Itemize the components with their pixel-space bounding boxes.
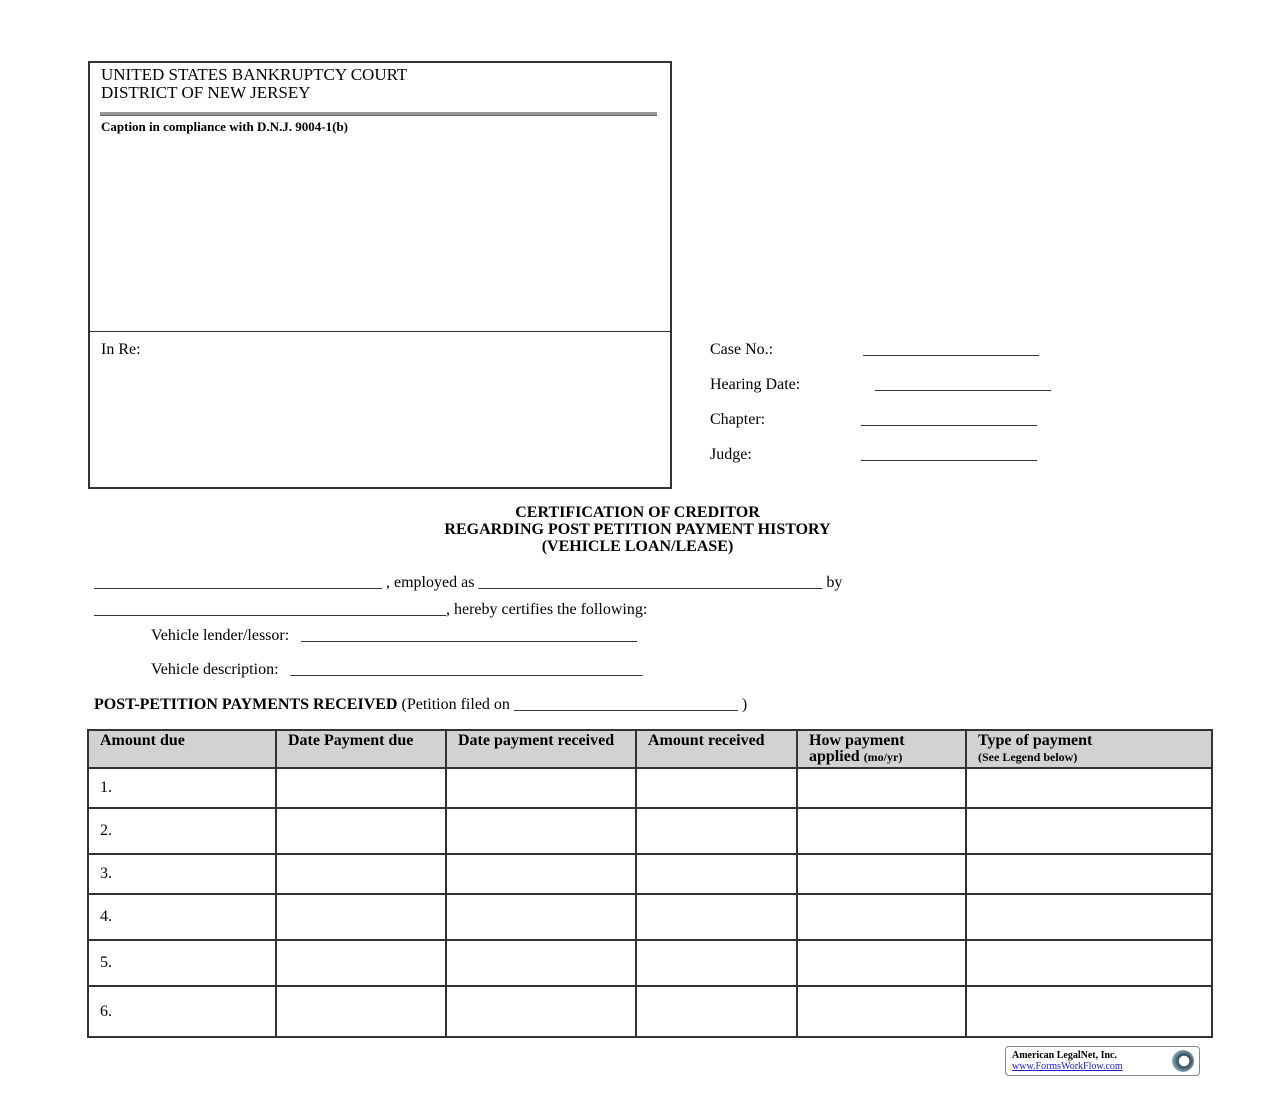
table-cell[interactable] (797, 986, 966, 1037)
table-row (88, 986, 1212, 1037)
table-cell[interactable] (797, 894, 966, 940)
title-line: CERTIFICATION OF CREDITOR (515, 504, 760, 521)
court-line-2: DISTRICT OF NEW JERSEY (101, 83, 311, 102)
table-row (88, 940, 1212, 986)
table-cell[interactable] (446, 940, 636, 986)
field-blank[interactable]: ______________________ (875, 376, 1051, 393)
logo-url[interactable]: www.FormsWorkFlow.com (1012, 1061, 1123, 1072)
col-header-sub: (mo/yr) (863, 750, 903, 764)
certifier-line[interactable]: ____________________________________ , employed as ___________________________________________ by (94, 574, 843, 591)
table-row (88, 854, 1212, 894)
table-cell[interactable] (446, 986, 636, 1037)
col-header (446, 730, 636, 768)
col-header-label: How payment applied (809, 732, 905, 765)
table-row (88, 768, 1212, 808)
title-line: REGARDING POST PETITION PAYMENT HISTORY (444, 521, 831, 538)
col-header-label: Date Payment due (288, 732, 414, 749)
col-header-label: Type of payment (978, 732, 1093, 749)
in-re-label: In Re: (101, 341, 141, 358)
vehicle-lender-line[interactable]: Vehicle lender/lessor: __________________________________________ (151, 627, 638, 644)
compliance-note: Caption in compliance with D.N.J. 9004-1(b) (101, 119, 349, 134)
col-header-label: Date payment received (458, 732, 615, 749)
row-number-cell[interactable]: 6. (88, 986, 276, 1037)
field-blank[interactable]: ______________________ (861, 446, 1037, 463)
col-header (276, 730, 446, 768)
row-number-cell[interactable]: 2. (88, 808, 276, 854)
table-cell[interactable] (636, 940, 797, 986)
col-header (797, 730, 966, 768)
table-row (88, 808, 1212, 854)
table-cell[interactable] (446, 768, 636, 808)
table-cell[interactable] (966, 808, 1212, 854)
table-cell[interactable] (797, 854, 966, 894)
table-cell[interactable] (636, 854, 797, 894)
divider (88, 331, 670, 332)
table-header (88, 730, 1212, 768)
col-header-label: Amount received (648, 732, 765, 749)
table-row (88, 894, 1212, 940)
table-cell[interactable] (797, 808, 966, 854)
field-blank[interactable]: ______________________ (863, 341, 1039, 358)
vehicle-description-line[interactable]: Vehicle description: ____________________________________________ (151, 661, 643, 678)
table-cell[interactable] (276, 854, 446, 894)
payments-table (87, 729, 1213, 1038)
table-cell[interactable] (446, 894, 636, 940)
logo-company: American LegalNet, Inc. (1012, 1050, 1117, 1061)
col-header (966, 730, 1212, 768)
table-cell[interactable] (966, 894, 1212, 940)
table-cell[interactable] (446, 854, 636, 894)
table-cell[interactable] (797, 940, 966, 986)
table-cell[interactable] (276, 808, 446, 854)
certifies-line[interactable]: ____________________________________________, hereby certifies the following: (94, 601, 648, 618)
row-number-cell[interactable]: 1. (88, 768, 276, 808)
table-cell[interactable] (636, 894, 797, 940)
table-cell[interactable] (636, 768, 797, 808)
table-cell[interactable] (276, 894, 446, 940)
field-label: Judge: (710, 446, 752, 463)
globe-icon (1172, 1050, 1194, 1072)
petition-date-line[interactable]: (Petition filed on ____________________________ ) (397, 696, 748, 713)
table-cell[interactable] (966, 854, 1212, 894)
table-cell[interactable] (276, 986, 446, 1037)
title-line: (VEHICLE LOAN/LEASE) (541, 538, 734, 555)
col-header-sub: (See Legend below) (978, 750, 1078, 764)
col-header (88, 730, 276, 768)
field-label: Case No.: (710, 341, 774, 358)
table-cell[interactable] (276, 768, 446, 808)
table-cell[interactable] (966, 986, 1212, 1037)
row-number-cell[interactable]: 4. (88, 894, 276, 940)
row-number-cell[interactable]: 5. (88, 940, 276, 986)
field-blank[interactable]: ______________________ (861, 411, 1037, 428)
section-heading (94, 696, 747, 714)
table-cell[interactable] (636, 986, 797, 1037)
table-cell[interactable] (797, 768, 966, 808)
divider (100, 112, 657, 116)
table-cell[interactable] (966, 940, 1212, 986)
col-header (636, 730, 797, 768)
field-label: Hearing Date: (710, 376, 801, 393)
field-label: Chapter: (710, 411, 766, 428)
col-header-label: Amount due (100, 732, 185, 749)
document-title (0, 504, 1275, 555)
table-cell[interactable] (276, 940, 446, 986)
court-line-1: UNITED STATES BANKRUPTCY COURT (101, 65, 408, 84)
court-name (101, 66, 407, 102)
section-title: POST-PETITION PAYMENTS RECEIVED (94, 696, 398, 713)
row-number-cell[interactable]: 3. (88, 854, 276, 894)
table-cell[interactable] (636, 808, 797, 854)
table-cell[interactable] (966, 768, 1212, 808)
american-legalnet-logo (1005, 1046, 1200, 1076)
table-cell[interactable] (446, 808, 636, 854)
